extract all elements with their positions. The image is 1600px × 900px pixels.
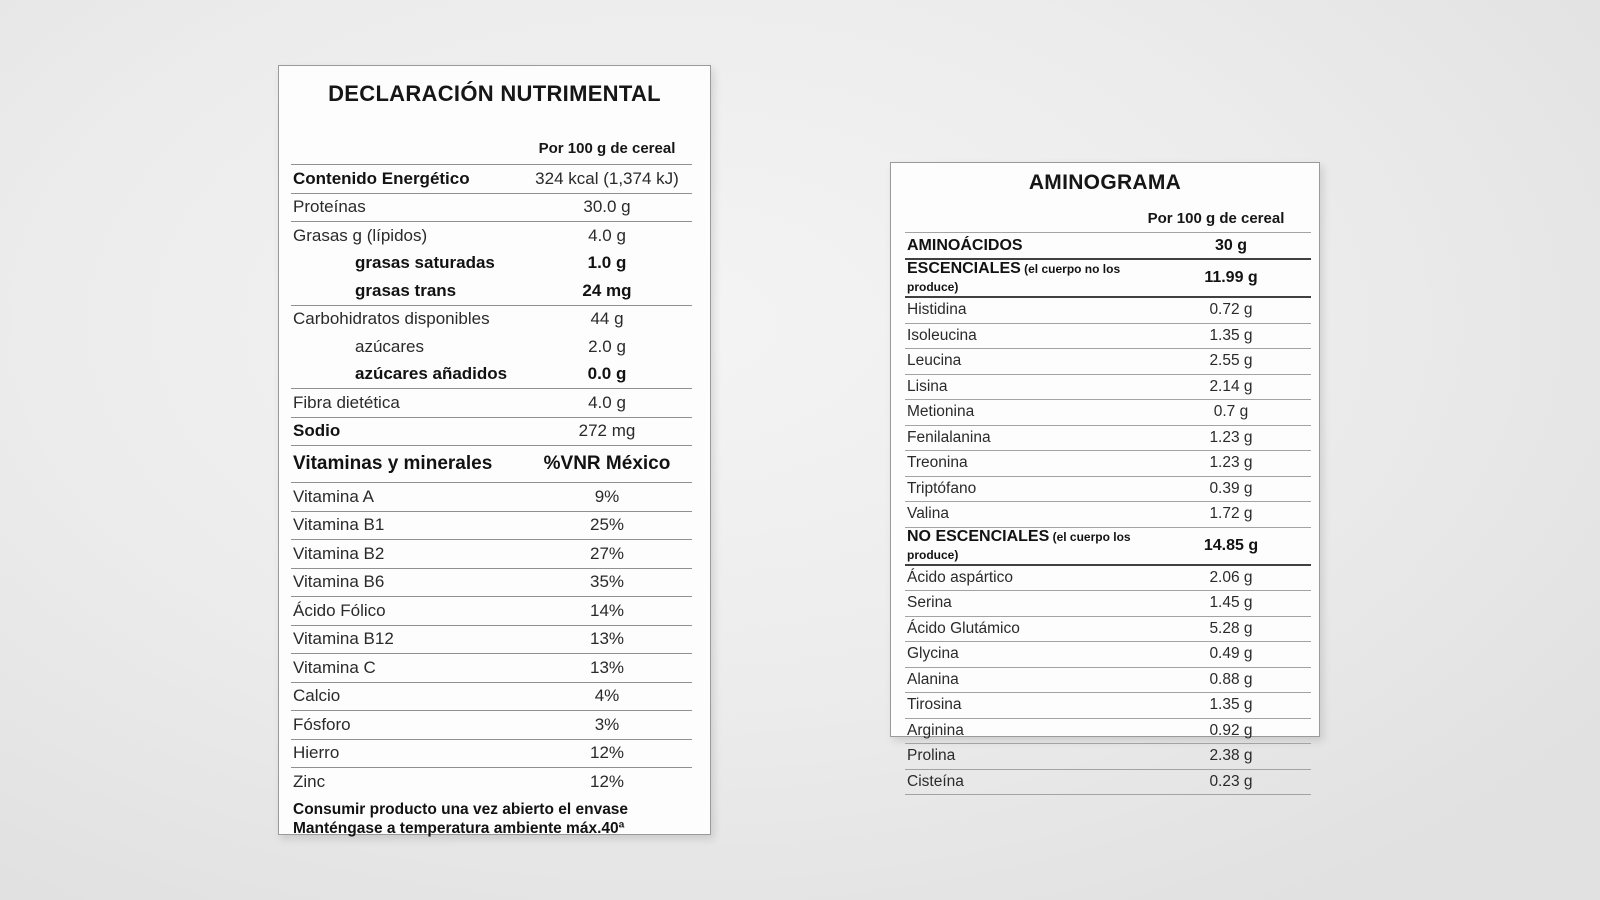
amino-row-value: 11.99 g bbox=[1204, 269, 1258, 286]
amino-row-value: 0.23 g bbox=[1209, 772, 1253, 790]
amino-row-value: 1.45 g bbox=[1209, 594, 1253, 612]
aminogram-column-header-row bbox=[905, 195, 1311, 233]
nutrition-row bbox=[291, 483, 692, 512]
amino-row-value: 0.72 g bbox=[1209, 301, 1253, 319]
nutrition-row bbox=[291, 165, 692, 194]
nutrition-row-label: azúcares añadidos bbox=[355, 364, 508, 384]
nutrition-column-header: Por 100 g de cereal bbox=[538, 140, 676, 157]
amino-row-value: 0.88 g bbox=[1209, 670, 1253, 688]
nutrition-facts-panel bbox=[278, 65, 711, 835]
amino-row-value: 0.49 g bbox=[1209, 645, 1253, 663]
amino-row-label: Cisteína bbox=[907, 772, 964, 790]
nutrition-row bbox=[291, 569, 692, 598]
nutrition-row-value: 27% bbox=[589, 543, 625, 563]
amino-row bbox=[905, 566, 1311, 592]
nutrition-row-value: 272 mg bbox=[578, 421, 636, 441]
nutrition-row-value: 4.0 g bbox=[588, 225, 626, 245]
nutrition-row bbox=[291, 711, 692, 740]
nutrition-row-value: 9% bbox=[594, 486, 620, 506]
amino-row bbox=[905, 719, 1311, 745]
aminogram-panel bbox=[890, 162, 1320, 790]
nutrition-row bbox=[291, 512, 692, 541]
amino-row bbox=[905, 400, 1311, 426]
amino-row-label: Serina bbox=[907, 594, 952, 612]
amino-row-value: 1.35 g bbox=[1209, 696, 1253, 714]
amino-row-value: 1.35 g bbox=[1209, 326, 1253, 344]
amino-row bbox=[905, 349, 1311, 375]
nutrition-row-label: Proteínas bbox=[293, 197, 366, 217]
amino-row-label: Triptófano bbox=[907, 479, 977, 497]
nutrition-row-label: Fósforo bbox=[293, 714, 351, 734]
nutrition-row bbox=[291, 540, 692, 569]
nutrition-row-label: Hierro bbox=[293, 743, 340, 763]
amino-row bbox=[905, 233, 1311, 260]
nutrition-footer-line-2: Manténgase a temperatura ambiente máx.40ª bbox=[293, 819, 625, 837]
amino-row-value: 0.7 g bbox=[1213, 403, 1249, 421]
nutrition-row bbox=[291, 389, 692, 418]
amino-row-value: 2.38 g bbox=[1209, 747, 1253, 765]
aminogram-column-header: Por 100 g de cereal bbox=[1147, 210, 1285, 227]
nutrition-row-label: Vitamina B6 bbox=[293, 572, 385, 592]
amino-row bbox=[905, 744, 1311, 770]
amino-row bbox=[905, 426, 1311, 452]
amino-row-label: Treonina bbox=[907, 454, 968, 472]
nutrition-row-value: 3% bbox=[594, 714, 620, 734]
nutrition-row-value: 35% bbox=[589, 572, 625, 592]
amino-row-label: Lisina bbox=[907, 377, 948, 395]
amino-row bbox=[905, 668, 1311, 694]
nutrition-row-label: Grasas g (lípidos) bbox=[293, 225, 428, 245]
amino-row bbox=[905, 375, 1311, 401]
nutrition-row bbox=[291, 683, 692, 712]
amino-row bbox=[905, 642, 1311, 668]
nutrition-row-label: Vitamina B1 bbox=[293, 515, 385, 535]
nutrition-row-value: 30.0 g bbox=[583, 197, 631, 217]
nutrition-row-label: azúcares bbox=[355, 336, 424, 356]
amino-row bbox=[905, 451, 1311, 477]
nutrition-row bbox=[291, 222, 692, 250]
amino-row-label: Alanina bbox=[907, 670, 959, 688]
nutrition-row-label: Vitamina A bbox=[293, 486, 374, 506]
amino-row-label: Fenilalanina bbox=[907, 428, 991, 446]
amino-row-value: 2.14 g bbox=[1209, 377, 1253, 395]
amino-row-value: 1.23 g bbox=[1209, 454, 1253, 472]
nutrition-row bbox=[291, 768, 692, 796]
nutrition-row-value: 2.0 g bbox=[588, 336, 626, 356]
nutrition-row-value: 14% bbox=[589, 600, 625, 620]
amino-row-value: 1.23 g bbox=[1209, 428, 1253, 446]
amino-row bbox=[905, 477, 1311, 503]
amino-row bbox=[905, 502, 1311, 528]
amino-row-label: Arginina bbox=[907, 721, 964, 739]
nutrition-row-value: 13% bbox=[589, 629, 625, 649]
nutrition-row bbox=[291, 626, 692, 655]
nutrition-row bbox=[291, 333, 692, 361]
amino-row-value: 5.28 g bbox=[1209, 619, 1253, 637]
nutrition-row-label: Carbohidratos disponibles bbox=[293, 309, 490, 329]
amino-row bbox=[905, 693, 1311, 719]
nutrition-row-label: Vitaminas y minerales bbox=[293, 453, 493, 474]
amino-row-label: Ácido Glutámico bbox=[907, 619, 1020, 637]
amino-row bbox=[905, 528, 1311, 566]
amino-row-label: AMINOÁCIDOS bbox=[907, 236, 1023, 254]
nutrition-row bbox=[291, 250, 692, 278]
nutrition-row-value: 24 mg bbox=[582, 280, 632, 300]
nutrition-row-label: Vitamina B12 bbox=[293, 629, 394, 649]
amino-row-label: Isoleucina bbox=[907, 326, 977, 344]
nutrition-row-label: grasas trans bbox=[355, 280, 457, 300]
amino-row-label: Glycina bbox=[907, 645, 959, 663]
nutrition-row bbox=[291, 446, 692, 483]
nutrition-row-label: Fibra dietética bbox=[293, 392, 400, 412]
nutrition-row-value: 44 g bbox=[590, 309, 624, 329]
amino-row bbox=[905, 591, 1311, 617]
amino-row-label: Valina bbox=[907, 505, 949, 523]
nutrition-row bbox=[291, 194, 692, 223]
amino-row bbox=[905, 260, 1311, 298]
nutrition-row-label: Vitamina C bbox=[293, 657, 376, 677]
nutrition-footer bbox=[291, 796, 692, 838]
nutrition-row-label: Vitamina B2 bbox=[293, 543, 385, 563]
nutrition-row bbox=[291, 277, 692, 306]
amino-row-value: 2.55 g bbox=[1209, 352, 1253, 370]
nutrition-column-header-row bbox=[291, 107, 692, 165]
nutrition-row bbox=[291, 418, 692, 447]
nutrition-row-label: Calcio bbox=[293, 686, 341, 706]
amino-row-label: NO ESCENCIALES (el cuerpo los produce) bbox=[907, 527, 1131, 562]
nutrition-row bbox=[291, 654, 692, 683]
amino-row-label: Prolina bbox=[907, 747, 956, 765]
nutrition-row-value: 12% bbox=[589, 743, 625, 763]
amino-row bbox=[905, 324, 1311, 350]
nutrition-row-label: Contenido Energético bbox=[293, 168, 470, 188]
amino-row bbox=[905, 617, 1311, 643]
nutrition-row bbox=[291, 597, 692, 626]
amino-row-value: 2.06 g bbox=[1209, 568, 1253, 586]
nutrition-row-value: 25% bbox=[589, 515, 625, 535]
amino-row-label: Ácido aspártico bbox=[907, 568, 1013, 586]
amino-row-value: 0.39 g bbox=[1209, 479, 1253, 497]
amino-row-label: ESCENCIALES (el cuerpo no los produce) bbox=[907, 260, 1121, 294]
nutrition-row-value: %VNR México bbox=[543, 453, 671, 474]
nutrition-row bbox=[291, 740, 692, 769]
amino-row-value: 0.92 g bbox=[1209, 721, 1253, 739]
nutrition-row bbox=[291, 306, 692, 334]
aminogram-title: AMINOGRAMA bbox=[1028, 171, 1182, 194]
nutrition-rows bbox=[291, 165, 692, 796]
nutrition-row-value: 13% bbox=[589, 657, 625, 677]
nutrition-footer-line-1: Consumir producto una vez abierto el envase bbox=[293, 800, 629, 818]
amino-row bbox=[905, 298, 1311, 324]
amino-row-value: 1.72 g bbox=[1209, 505, 1253, 523]
amino-row-note: (el cuerpo los produce) bbox=[907, 529, 1131, 562]
nutrition-row-label: Zinc bbox=[293, 771, 326, 791]
amino-row-value: 14.85 g bbox=[1203, 536, 1259, 554]
nutrition-row-label: grasas saturadas bbox=[355, 253, 495, 273]
nutrition-facts-title: DECLARACIÓN NUTRIMENTAL bbox=[328, 81, 661, 106]
nutrition-row-value: 4.0 g bbox=[588, 392, 626, 412]
aminogram-rows bbox=[905, 233, 1311, 795]
nutrition-row-label: Ácido Fólico bbox=[293, 600, 386, 620]
amino-row-note: (el cuerpo no los produce) bbox=[907, 262, 1121, 294]
nutrition-row-value: 0.0 g bbox=[587, 364, 627, 384]
nutrition-row-value: 4% bbox=[594, 686, 620, 706]
amino-row bbox=[905, 770, 1311, 796]
nutrition-row-value: 12% bbox=[589, 771, 625, 791]
nutrition-facts-table bbox=[279, 107, 710, 838]
amino-row-label: Tirosina bbox=[907, 696, 962, 714]
nutrition-row-label: Sodio bbox=[293, 421, 341, 441]
nutrition-row-value: 1.0 g bbox=[587, 253, 627, 273]
nutrition-row-value: 324 kcal (1,374 kJ) bbox=[535, 168, 679, 188]
aminogram-table bbox=[891, 195, 1319, 795]
amino-row-value: 30 g bbox=[1214, 236, 1247, 254]
nutrition-row bbox=[291, 361, 692, 390]
amino-row-label: Metionina bbox=[907, 403, 975, 421]
amino-row-label: Histidina bbox=[907, 301, 967, 319]
amino-row-label: Leucina bbox=[907, 352, 962, 370]
